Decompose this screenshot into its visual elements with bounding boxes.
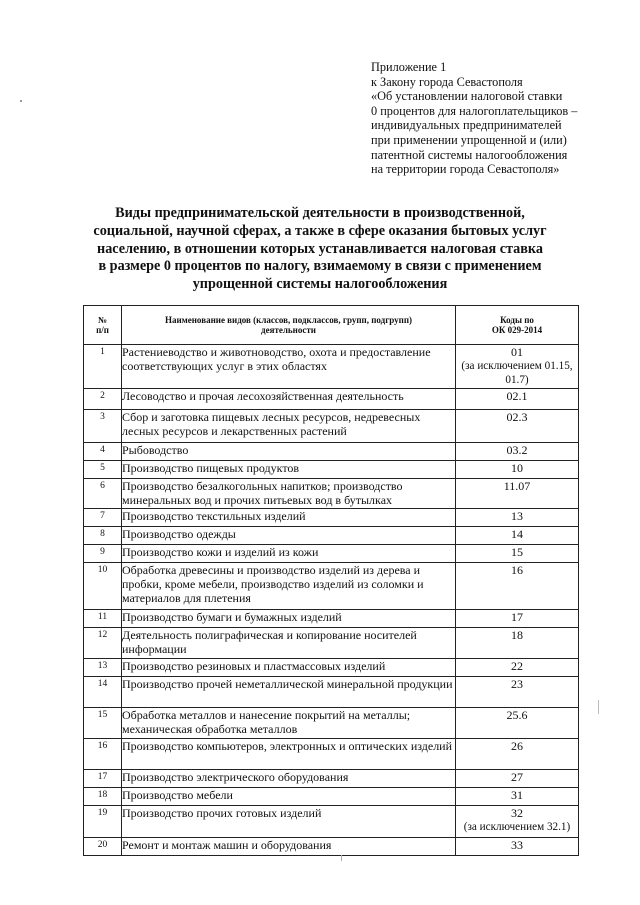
table-row	[84, 409, 579, 442]
row-number: 7	[84, 508, 122, 526]
row-activity: Производство компьютеров, электронных и оптических изделий	[122, 738, 456, 769]
row-code: 11.07	[456, 478, 579, 508]
row-number: 2	[84, 388, 122, 409]
row-code: 23	[456, 676, 579, 707]
row-code: 02.1	[456, 388, 579, 409]
appendix-line: на территории города Севастополя»	[371, 162, 560, 177]
row-activity: Производство бумаги и бумажных изделий	[122, 609, 456, 627]
row-activity: Производство текстильных изделий	[122, 508, 456, 526]
row-code: 32 (за исключением 32.1)	[456, 805, 579, 837]
table-row	[84, 544, 579, 562]
row-activity: Лесоводство и прочая лесохозяйственная деятельность	[122, 388, 456, 409]
table-row	[84, 805, 579, 837]
table-row	[84, 562, 579, 609]
row-activity: Обработка древесины и производство изделий из дерева и пробки, кроме мебели, производство изделий из соломки и материалов для плетения	[122, 562, 456, 609]
table-row	[84, 388, 579, 409]
scan-speck	[341, 855, 342, 861]
row-number: 1	[84, 345, 122, 389]
appendix-line: при применении упрощенной и (или)	[371, 132, 567, 147]
row-code: 25.6	[456, 707, 579, 738]
row-activity: Производство прочей неметаллической минеральной продукции	[122, 676, 456, 707]
row-activity: Производство пищевых продуктов	[122, 460, 456, 478]
row-code: 15	[456, 544, 579, 562]
appendix-line: 0 процентов для налогоплательщиков –	[371, 103, 578, 118]
row-activity: Производство резиновых и пластмассовых изделий	[122, 658, 456, 676]
table-row	[84, 738, 579, 769]
table-row	[84, 837, 579, 855]
title-line: в размере 0 процентов по налогу, взимаемому в связи с применением	[98, 258, 542, 275]
row-activity: Производство прочих готовых изделий	[122, 805, 456, 837]
table-row	[84, 478, 579, 508]
row-code: 14	[456, 526, 579, 544]
row-code: 03.2	[456, 442, 579, 460]
row-activity: Производство электрического оборудования	[122, 769, 456, 787]
document-title	[70, 205, 570, 294]
scan-mark	[598, 700, 599, 714]
row-activity: Обработка металлов и нанесение покрытий на металлы; механическая обработка металлов	[122, 707, 456, 738]
row-number: 18	[84, 787, 122, 805]
table-row	[84, 526, 579, 544]
row-number: 12	[84, 627, 122, 658]
table-row	[84, 676, 579, 707]
row-code: 10	[456, 460, 579, 478]
row-code: 01 (за исключением 01.15, 01.7)	[456, 345, 579, 389]
row-activity: Производство кожи и изделий из кожи	[122, 544, 456, 562]
scan-speck	[20, 100, 22, 102]
row-code: 02.3	[456, 409, 579, 442]
row-code: 27	[456, 769, 579, 787]
row-number: 3	[84, 409, 122, 442]
table-row	[84, 460, 579, 478]
row-number: 13	[84, 658, 122, 676]
appendix-line: к Закону города Севастополя	[371, 74, 523, 89]
table-row	[84, 627, 579, 658]
table-header-row	[84, 306, 579, 345]
row-number: 6	[84, 478, 122, 508]
row-number: 20	[84, 837, 122, 855]
row-activity: Производство одежды	[122, 526, 456, 544]
title-line: упрощенной системы налогообложения	[192, 276, 448, 293]
title-line: социальной, научной сферах, а также в сфере оказания бытовых услуг	[93, 222, 547, 239]
row-number: 19	[84, 805, 122, 837]
row-number: 14	[84, 676, 122, 707]
appendix-line: индивидуальных предпринимателей	[371, 118, 562, 133]
table-row	[84, 769, 579, 787]
row-code: 17	[456, 609, 579, 627]
header-name: Наименование видов (классов, подклассов, групп, подгрупп) деятельности	[122, 306, 456, 345]
title-line: Виды предпринимательской деятельности в производственной,	[115, 205, 525, 221]
table-row	[84, 442, 579, 460]
row-number: 9	[84, 544, 122, 562]
row-number: 10	[84, 562, 122, 609]
row-number: 8	[84, 526, 122, 544]
row-code: 22	[456, 658, 579, 676]
appendix-line: «Об установлении налоговой ставки	[371, 89, 563, 104]
activities-table	[83, 305, 579, 856]
row-code-note: (за исключением 32.1)	[463, 820, 571, 833]
row-activity: Рыбоводство	[122, 442, 456, 460]
table-row	[84, 707, 579, 738]
appendix-header	[371, 60, 621, 177]
row-number: 5	[84, 460, 122, 478]
table-row	[84, 345, 579, 389]
header-num: № п/п	[84, 306, 122, 345]
row-activity: Растениеводство и животноводство, охота и предоставление соответствующих услуг в этих областях	[122, 345, 456, 389]
row-number: 16	[84, 738, 122, 769]
row-code: 33	[456, 837, 579, 855]
title-line: населению, в отношении которых устанавливается налоговая ставка	[97, 240, 543, 257]
table-row	[84, 787, 579, 805]
row-number: 17	[84, 769, 122, 787]
row-code: 16	[456, 562, 579, 609]
table-row	[84, 658, 579, 676]
row-activity: Деятельность полиграфическая и копирование носителей информации	[122, 627, 456, 658]
row-code: 13	[456, 508, 579, 526]
row-number: 11	[84, 609, 122, 627]
row-activity: Ремонт и монтаж машин и оборудования	[122, 837, 456, 855]
table-row	[84, 508, 579, 526]
row-activity: Сбор и заготовка пищевых лесных ресурсов, недревесных лесных ресурсов и лекарственных растений	[122, 409, 456, 442]
appendix-line: патентной системы налогообложения	[371, 147, 568, 162]
row-activity: Производство безалкогольных напитков; производство минеральных вод и прочих питьевых вод в бутылках	[122, 478, 456, 508]
table-row	[84, 609, 579, 627]
appendix-line: Приложение 1	[371, 60, 447, 74]
row-code-note: (за исключением 01.15, 01.7)	[461, 360, 573, 387]
row-activity: Производство мебели	[122, 787, 456, 805]
row-code: 31	[456, 787, 579, 805]
row-code: 26	[456, 738, 579, 769]
header-code: Коды по ОК 029-2014	[456, 306, 579, 345]
row-code: 18	[456, 627, 579, 658]
row-number: 4	[84, 442, 122, 460]
row-number: 15	[84, 707, 122, 738]
